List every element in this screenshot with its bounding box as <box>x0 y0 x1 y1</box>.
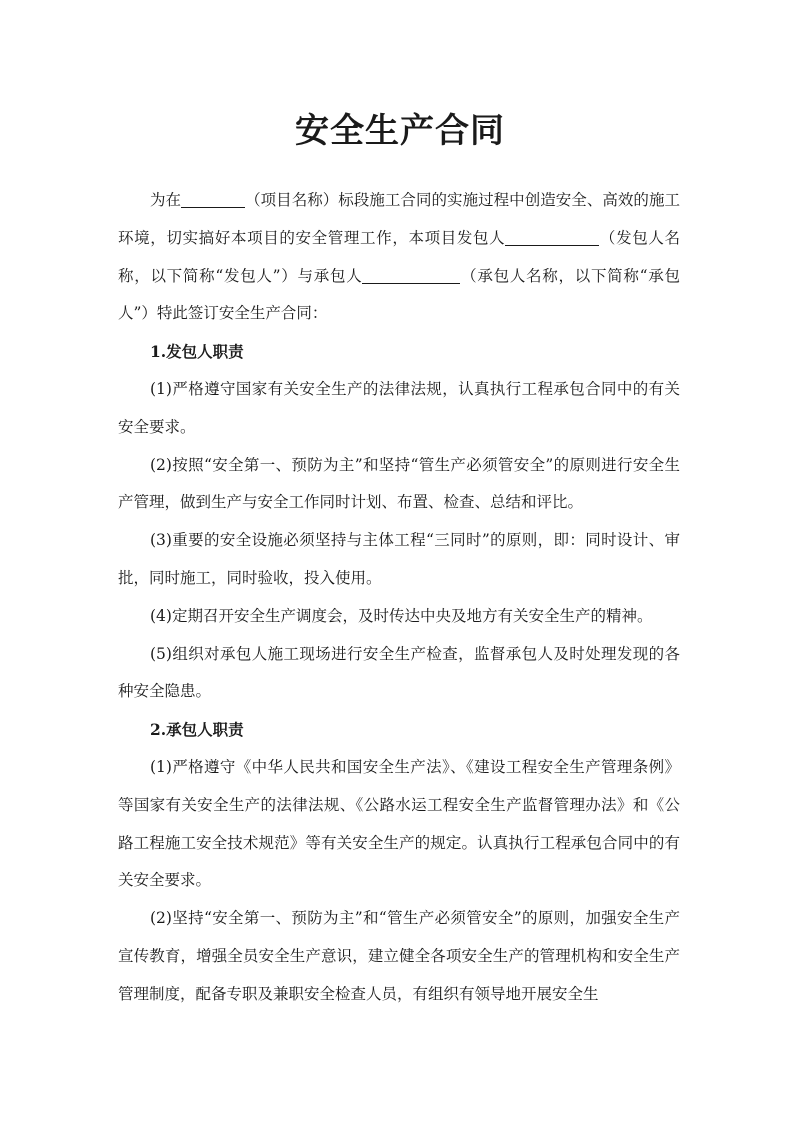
contractor-name-blank <box>362 267 460 284</box>
list-item: (3)重要的安全设施必须坚持与主体工程“三同时”的原则，即：同时设计、审批，同时施工，同时验收，投入使用。 <box>118 531 680 587</box>
intro-text-3: （发包人名称，以下简称“发包人”）与承包人 <box>118 228 680 285</box>
document-body <box>118 182 680 1014</box>
section-heading-contractor: 2.承包人职责 <box>150 720 244 740</box>
section-heading-employer: 1.发包人职责 <box>150 342 244 362</box>
intro-text-2: （项目名称）标段施工合同的实施过程中创造安全、高效的施工环境，切实搞好本项目的安全管理工作，本项目发包人 <box>118 191 680 247</box>
intro-paragraph <box>118 182 680 333</box>
list-item: (2)坚持“安全第一、预防为主”和“管生产必须管安全”的原则，加强安全生产宣传教育，增强全员安全生产意识，建立健全各项安全生产的管理机构和安全生产管理制度，配备专职及兼职安全检查人员，有组织有领导地开展安全生 <box>118 909 680 1003</box>
list-item: (5)组织对承包人施工现场进行安全生产检查，监督承包人及时处理发现的各种安全隐患。 <box>118 644 680 701</box>
intro-text-1: 为在 <box>150 191 182 209</box>
project-name-blank <box>181 192 245 209</box>
list-item: (1)严格遵守《中华人民共和国安全生产法》、《建设工程安全生产管理条例》等国家有关安全生产的法律法规、《公路水运工程安全生产监督管理办法》和《公路工程施工安全技术规范》等有关安全生产的规定。认真执行工程承包合同中的有关安全要求。 <box>118 757 680 890</box>
list-item: (4)定期召开安全生产调度会，及时传达中央及地方有关安全生产的精神。 <box>150 606 653 625</box>
employer-name-blank <box>505 229 599 246</box>
list-item: (2)按照“安全第一、预防为主”和坚持“管生产必须管安全”的原则进行安全生产管理，做到生产与安全工作同时计划、布置、检查、总结和评比。 <box>118 455 680 512</box>
intro-text-4: （承包人名称，以下简称“承包人”）特此签订安全生产合同： <box>118 266 680 323</box>
document-title: 安全生产合同 <box>295 111 505 151</box>
list-item: (1)严格遵守国家有关安全生产的法律法规，认真执行工程承包合同中的有关安全要求。 <box>118 379 680 436</box>
